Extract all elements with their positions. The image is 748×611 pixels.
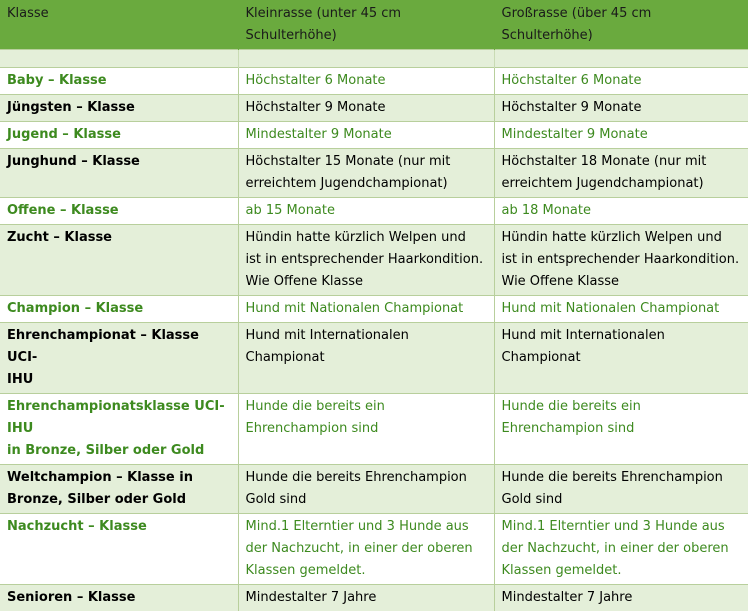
table-row	[0, 585, 748, 611]
header-small-breed: Kleinrasse (unter 45 cm Schulterhöhe)	[238, 0, 494, 50]
small-breed-cell: Hunde die bereits ein Ehrenchampion sind	[238, 394, 494, 465]
table-row	[0, 68, 748, 95]
small-breed-cell: Hündin hatte kürzlich Welpen und ist in entsprechender Haarkondition. Wie Offene Klasse	[238, 225, 494, 296]
small-breed-cell: Mind.1 Elterntier und 3 Hunde aus der Nachzucht, in einer der oberen Klassen gemeldet.	[238, 514, 494, 585]
large-breed-cell: Mindestalter 9 Monate	[494, 122, 748, 149]
large-breed-cell: Hunde die bereits ein Ehrenchampion sind	[494, 394, 748, 465]
class-name-cell: Jugend – Klasse	[0, 122, 238, 149]
large-breed-cell: ab 18 Monate	[494, 198, 748, 225]
small-breed-cell: Hund mit Nationalen Championat	[238, 296, 494, 323]
large-breed-cell: Höchstalter 6 Monate	[494, 68, 748, 95]
table-header-row	[0, 0, 748, 50]
class-name-cell: Zucht – Klasse	[0, 225, 238, 296]
large-breed-cell: Mindestalter 7 Jahre	[494, 585, 748, 611]
large-breed-cell: Hündin hatte kürzlich Welpen und ist in entsprechender Haarkondition. Wie Offene Klasse	[494, 225, 748, 296]
class-name-cell: Offene – Klasse	[0, 198, 238, 225]
large-breed-cell: Hunde die bereits Ehrenchampion Gold sind	[494, 465, 748, 514]
class-name-cell: Junghund – Klasse	[0, 149, 238, 198]
class-name-cell: Weltchampion – Klasse in Bronze, Silber oder Gold	[0, 465, 238, 514]
small-breed-cell: ab 15 Monate	[238, 198, 494, 225]
table-row	[0, 149, 748, 198]
table-row	[0, 225, 748, 296]
table-row	[0, 514, 748, 585]
large-breed-cell: Hund mit Internationalen Championat	[494, 323, 748, 394]
class-name-cell: Champion – Klasse	[0, 296, 238, 323]
class-name-cell: Senioren – Klasse	[0, 585, 238, 611]
small-breed-cell: Hund mit Internationalen Championat	[238, 323, 494, 394]
table-row	[0, 296, 748, 323]
spacer-row	[0, 50, 748, 68]
large-breed-cell: Höchstalter 18 Monate (nur mit erreichtem Jugendchampionat)	[494, 149, 748, 198]
class-name-cell: Baby – Klasse	[0, 68, 238, 95]
small-breed-cell: Mindestalter 7 Jahre	[238, 585, 494, 611]
table-row	[0, 323, 748, 394]
large-breed-cell: Höchstalter 9 Monate	[494, 95, 748, 122]
class-name-cell: Ehrenchampionatsklasse UCI-IHU in Bronze, Silber oder Gold	[0, 394, 238, 465]
table-row	[0, 198, 748, 225]
small-breed-cell: Mindestalter 9 Monate	[238, 122, 494, 149]
table-row	[0, 465, 748, 514]
small-breed-cell: Höchstalter 15 Monate (nur mit erreichtem Jugendchampionat)	[238, 149, 494, 198]
table-row	[0, 122, 748, 149]
table-row	[0, 95, 748, 122]
header-class: Klasse	[0, 0, 238, 50]
class-name-cell: Ehrenchampionat – Klasse UCI- IHU	[0, 323, 238, 394]
class-name-cell: Nachzucht – Klasse	[0, 514, 238, 585]
class-name-cell: Jüngsten – Klasse	[0, 95, 238, 122]
large-breed-cell: Hund mit Nationalen Championat	[494, 296, 748, 323]
large-breed-cell: Mind.1 Elterntier und 3 Hunde aus der Nachzucht, in einer der oberen Klassen gemeldet.	[494, 514, 748, 585]
small-breed-cell: Höchstalter 9 Monate	[238, 95, 494, 122]
small-breed-cell: Höchstalter 6 Monate	[238, 68, 494, 95]
table-row	[0, 394, 748, 465]
header-large-breed: Großrasse (über 45 cm Schulterhöhe)	[494, 0, 748, 50]
small-breed-cell: Hunde die bereits Ehrenchampion Gold sind	[238, 465, 494, 514]
